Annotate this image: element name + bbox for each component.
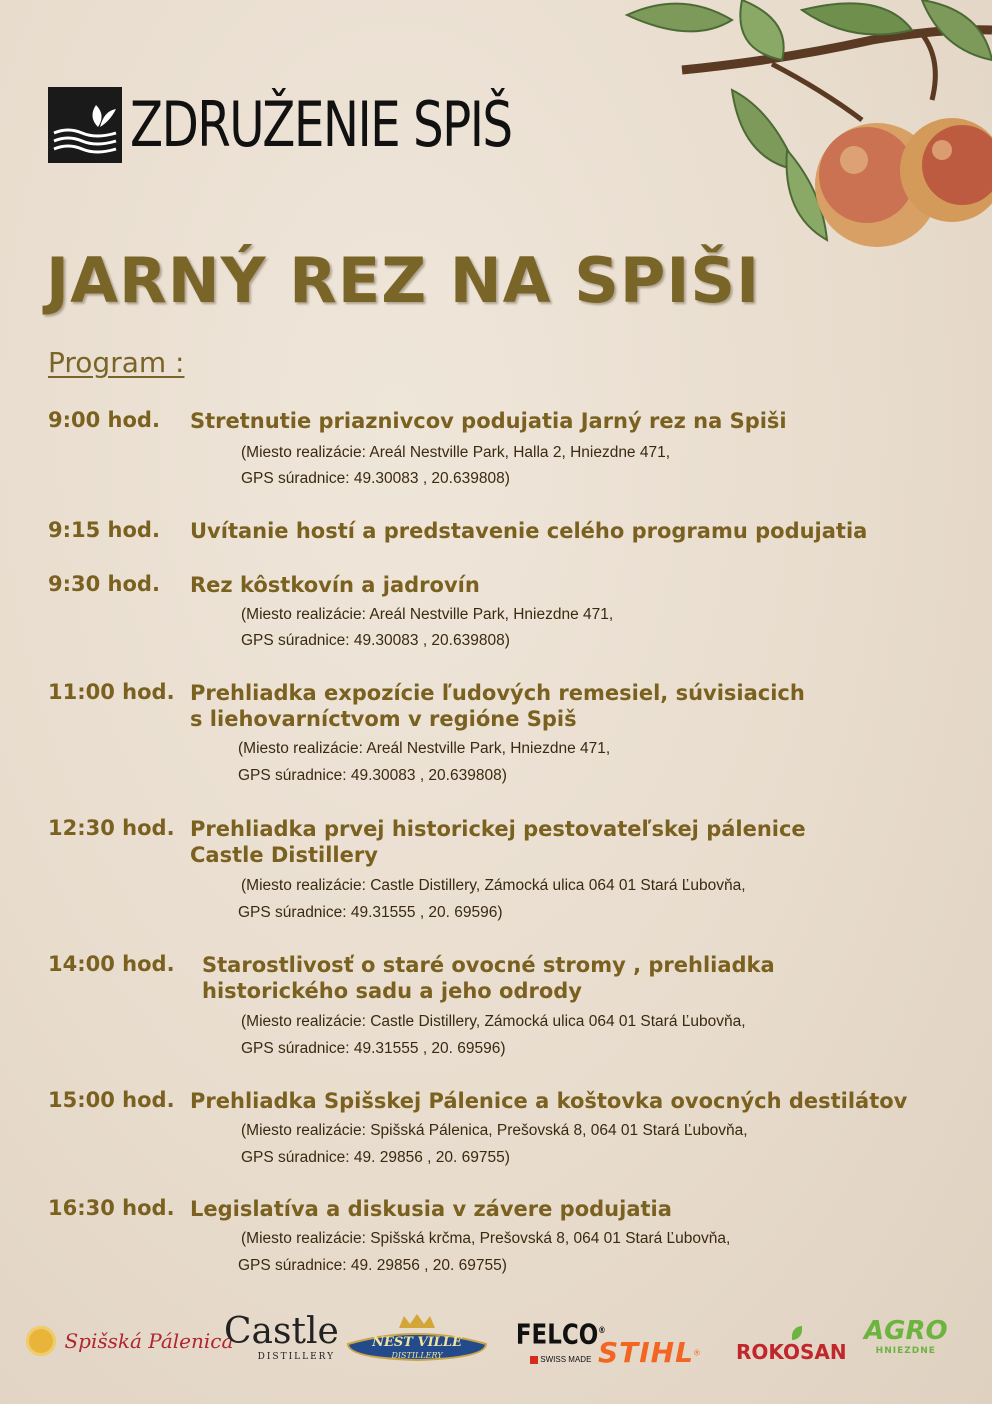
- schedule-location: (Miesto realizácie: Spišská Pálenica, Prešovská 8, 064 01 Stará Ľubovňa,: [241, 1122, 748, 1139]
- sponsor-rokosan: ROKOSAN: [736, 1326, 847, 1364]
- schedule-title-line-2: Castle Distillery: [190, 843, 378, 867]
- schedule-title: Rez kôstkovín a jadrovín: [190, 573, 480, 597]
- logo-emblem: [48, 87, 122, 163]
- schedule-title-line-2: historického sadu a jeho odrody: [202, 979, 582, 1003]
- sponsor-logos: [0, 1312, 992, 1392]
- schedule-gps: GPS súradnice: 49.30083 , 20.639808): [238, 767, 507, 784]
- schedule-time: 12:30 hod.: [48, 816, 175, 840]
- apple-branch-illustration: [622, 0, 992, 270]
- schedule-gps: GPS súradnice: 49.30083 , 20.639808): [241, 470, 510, 487]
- schedule-gps: GPS súradnice: 49.31555 , 20. 69596): [241, 1040, 506, 1057]
- schedule-time: 9:30 hod.: [48, 572, 160, 596]
- sponsor-castle-distillery: Castle DISTILLERY: [224, 1311, 339, 1362]
- schedule-title: Prehliadka Spišskej Pálenice a koštovka ovocných destilátov: [190, 1089, 908, 1113]
- schedule-title: Prehliadka expozície ľudových remesiel, súvisiacich: [190, 681, 805, 705]
- organization-logo: [48, 86, 619, 164]
- schedule-location: (Miesto realizácie: Areál Nestville Park, Halla 2, Hniezdne 471,: [241, 444, 671, 461]
- schedule-location: (Miesto realizácie: Spišská krčma, Prešovská 8, 064 01 Stará Ľubovňa,: [241, 1230, 731, 1247]
- logo-text: ZDRUŽENIE SPIŠ: [130, 88, 512, 161]
- sun-emblem-icon: [26, 1326, 56, 1356]
- schedule-title: Uvítanie hostí a predstavenie celého programu podujatia: [190, 519, 868, 543]
- schedule-gps: GPS súradnice: 49.31555 , 20. 69596): [238, 904, 503, 921]
- sponsor-felco: FELCO® SWISS MADE: [515, 1317, 606, 1365]
- schedule-title-line-2: s liehovarníctvom v regióne Spiš: [190, 707, 577, 731]
- schedule-time: 11:00 hod.: [48, 680, 175, 704]
- schedule-time: 15:00 hod.: [48, 1088, 175, 1112]
- schedule-location: (Miesto realizácie: Castle Distillery, Zámocká ulica 064 01 Stará Ľubovňa,: [241, 1013, 746, 1030]
- schedule-location: (Miesto realizácie: Areál Nestville Park, Hniezdne 471,: [238, 740, 611, 757]
- sponsor-nestville: NEST VILLE DISTILLERY: [344, 1314, 490, 1368]
- schedule-time: 9:15 hod.: [48, 518, 160, 542]
- schedule-gps: GPS súradnice: 49. 29856 , 20. 69755): [241, 1149, 510, 1166]
- leaf-icon: [792, 1326, 802, 1340]
- schedule-gps: GPS súradnice: 49.30083 , 20.639808): [241, 632, 510, 649]
- page-title: JARNÝ REZ NA SPIŠI: [46, 244, 761, 317]
- swiss-cross-icon: [530, 1356, 538, 1364]
- sponsor-agro-hniezdne: AGRO HNIEZDNE: [864, 1316, 948, 1356]
- schedule-time: 9:00 hod.: [48, 408, 160, 432]
- program-label: Program :: [48, 346, 185, 379]
- schedule-time: 14:00 hod.: [48, 952, 175, 976]
- schedule-location: (Miesto realizácie: Castle Distillery, Zámocká ulica 064 01 Stará Ľubovňa,: [241, 877, 746, 894]
- schedule-gps: GPS súradnice: 49. 29856 , 20. 69755): [238, 1257, 507, 1274]
- schedule-title: Prehliadka prvej historickej pestovateľskej pálenice: [190, 817, 806, 841]
- schedule-title: Stretnutie priaznivcov podujatia Jarný rez na Spiši: [190, 409, 787, 433]
- schedule-title: Starostlivosť o staré ovocné stromy , prehliadka: [202, 953, 775, 977]
- schedule-time: 16:30 hod.: [48, 1196, 175, 1220]
- sponsor-stihl: STIHL®: [598, 1336, 700, 1369]
- schedule-location: (Miesto realizácie: Areál Nestville Park, Hniezdne 471,: [241, 606, 614, 623]
- sponsor-spisska-palenica: Spišská Pálenica: [26, 1326, 233, 1356]
- schedule-title: Legislatíva a diskusia v závere podujatia: [190, 1197, 672, 1221]
